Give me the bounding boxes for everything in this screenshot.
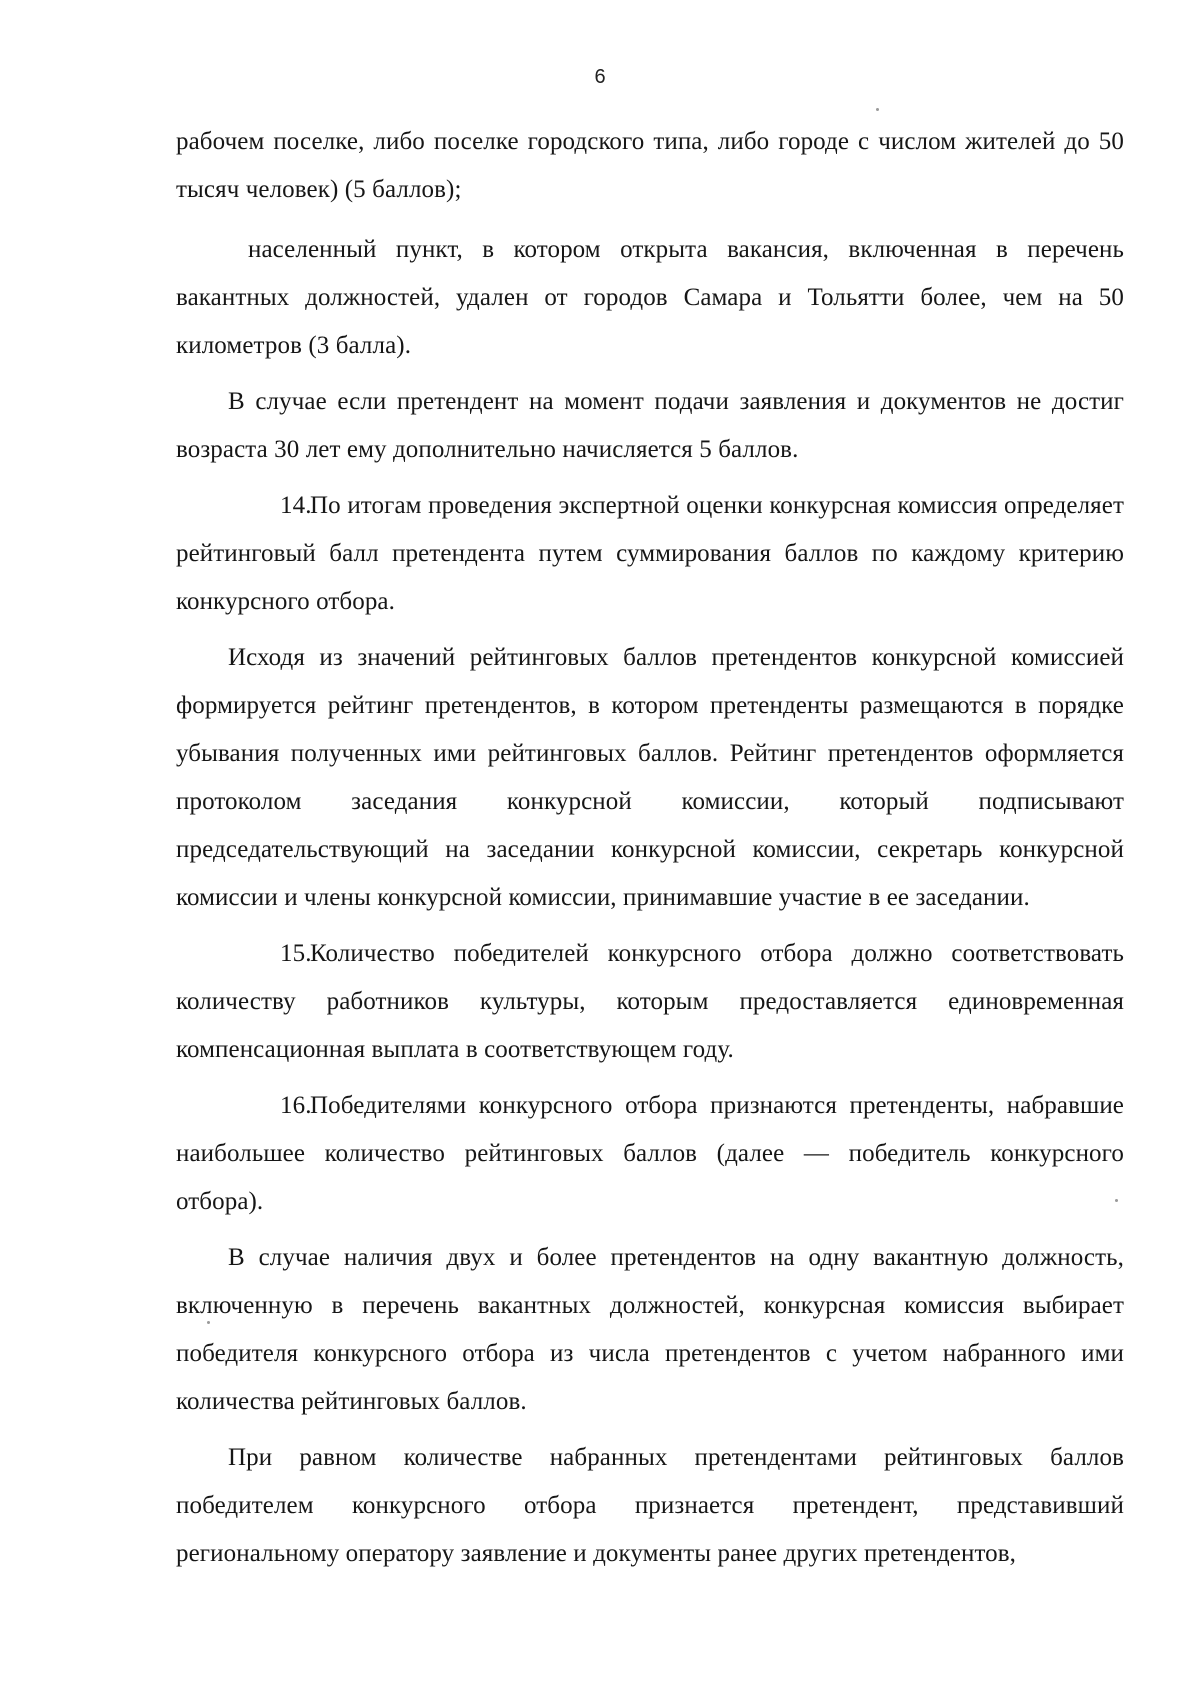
- paragraph-multiple-applicants: В случае наличия двух и более претендентов на одну вакантную должность, включенную в перечень вакантных должностей, конкурсная комиссия выбирает победителя конкурсного отбора из числа претендентов с учетом набранного ими количества рейтинговых баллов.: [176, 1244, 1124, 1415]
- page-number: 6: [594, 66, 606, 88]
- scan-speck: [876, 108, 879, 111]
- paragraph-continuation: рабочем поселке, либо поселке городского типа, либо городе с числом жителей до 50 тысяч человек) (5 баллов);: [176, 128, 1124, 203]
- paragraph-rating: Исходя из значений рейтинговых баллов претендентов конкурсной комиссией формируется рейтинг претендентов, в котором претенденты размещаются в порядке убывания полученных ими рейтинговых баллов. Рейтинг претендентов оформляется протоколом заседания конкурсной комиссии, который подписывают председательствующий на заседании конкурсной комиссии, секретарь конкурсной комиссии и члены конкурсной комиссии, принимавшие участие в ее заседании.: [176, 644, 1124, 911]
- item-14: [176, 482, 1124, 626]
- item-16-number: 16.: [280, 1092, 312, 1119]
- item-14-number: 14.: [280, 492, 312, 519]
- paragraph-distance-criterion: населенный пункт, в котором открыта вакансия, включенная в перечень вакантных должностей, удален от городов Самара и Тольятти более, чем на 50 километров (3 балла).: [176, 236, 1124, 359]
- scan-speck: [1115, 1199, 1118, 1202]
- document-body: [176, 118, 1124, 1578]
- item-16-text: Победителями конкурсного отбора признаются претенденты, набравшие наибольшее количество рейтинговых баллов (далее — победитель конкурсного отбора).: [176, 1092, 1124, 1215]
- item-14-text: По итогам проведения экспертной оценки конкурсная комиссия определяет рейтинговый балл претендента путем суммирования баллов по каждому критерию конкурсного отбора.: [176, 492, 1124, 615]
- item-15-number: 15.: [280, 940, 312, 967]
- paragraph-age-bonus: В случае если претендент на момент подачи заявления и документов не достиг возраста 30 лет ему дополнительно начисляется 5 баллов.: [176, 388, 1124, 463]
- item-15-text: Количество победителей конкурсного отбора должно соответствовать количеству работников культуры, которым предоставляется единовременная компенсационная выплата в соответствующем году.: [176, 940, 1124, 1063]
- paragraph-equal-score: При равном количестве набранных претендентами рейтинговых баллов победителем конкурсного отбора признается претендент, представивший региональному оператору заявление и документы ранее других претендентов,: [176, 1444, 1124, 1567]
- item-15: [176, 930, 1124, 1074]
- item-16: [176, 1082, 1124, 1226]
- scan-speck: [207, 1321, 210, 1324]
